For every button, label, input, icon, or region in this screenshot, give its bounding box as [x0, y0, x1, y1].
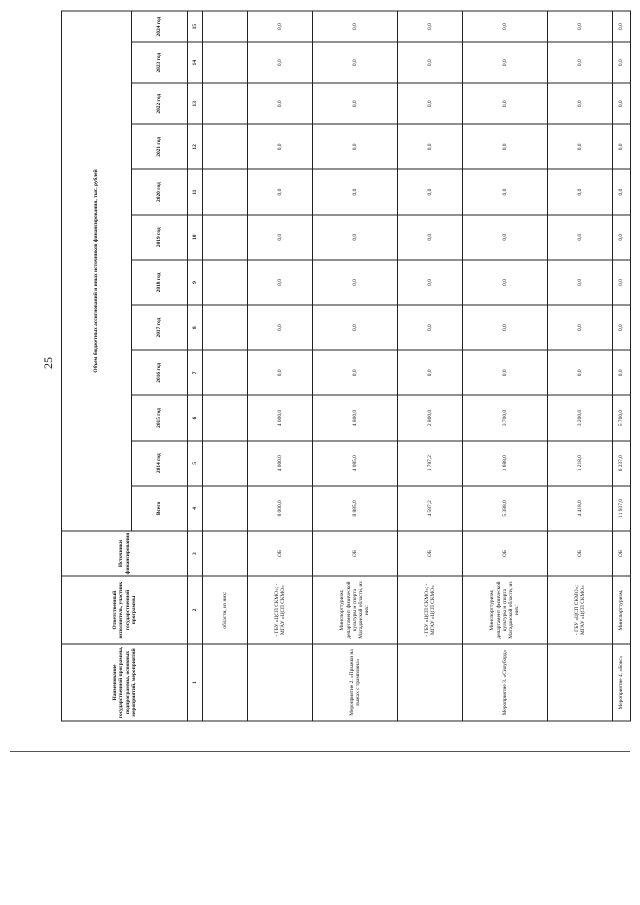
row-year-value: 0,0 [462, 83, 547, 124]
table-row [202, 11, 247, 721]
row-year-value [202, 305, 247, 350]
row-year-value: 0,0 [462, 124, 547, 169]
row-year-value: 0,0 [312, 124, 397, 169]
row-year-value [202, 169, 247, 214]
row-name: Мероприятие 3. «Сноуборд» [462, 643, 547, 720]
row-year-value: 4 000,0 [247, 440, 312, 485]
row-year-value: 0,0 [247, 214, 312, 259]
header-row-1 [61, 11, 131, 721]
row-year-value [202, 124, 247, 169]
row-year-value: 4 085,0 [312, 440, 397, 485]
header-year: 2023 год [131, 42, 187, 83]
row-year-value [202, 83, 247, 124]
row-total: 8 000,0 [247, 485, 312, 530]
row-year-value: 0,0 [612, 305, 630, 350]
row-year-value: 0,0 [247, 169, 312, 214]
header-responsible: Ответственный исполнитель, участник государственной программы [61, 576, 187, 644]
header-year: 2022 год [131, 83, 187, 124]
row-year-value: 0,0 [612, 350, 630, 395]
row-total: 4 418,0 [547, 485, 612, 530]
row-year-value: 0,0 [612, 83, 630, 124]
row-year-value: 0,0 [397, 83, 462, 124]
horizontal-divider [10, 751, 630, 752]
row-source: ОБ [547, 530, 612, 575]
row-year-value: 0,0 [547, 42, 612, 83]
row-name [202, 643, 247, 720]
row-year-value: 0,0 [547, 350, 612, 395]
row-total: 11 937,0 [612, 485, 630, 530]
row-total: 5 388,0 [462, 485, 547, 530]
header-funding-title: Объем бюджетных ассигнований и иных источников финансирования, тыс. рублей [61, 11, 131, 531]
row-responsible: Минспорттуризм, [612, 576, 630, 644]
header-year: 2024 год [131, 11, 187, 42]
column-number: 15 [187, 11, 202, 42]
row-year-value: 0,0 [397, 214, 462, 259]
column-number: 11 [187, 169, 202, 214]
row-year-value: 0,0 [397, 11, 462, 42]
row-name [247, 643, 312, 720]
column-number: 8 [187, 305, 202, 350]
row-year-value: 4 000,0 [247, 395, 312, 440]
row-year-value: 2 800,0 [397, 395, 462, 440]
row-responsible: Минспорттуризм; департамент физической культуры и спорта Магаданской области, из них: [462, 576, 547, 644]
row-responsible: - ГБУ «ЦСП СКМО»; МГАУ «ЦСП СКМО» [547, 576, 612, 644]
row-year-value: 0,0 [312, 305, 397, 350]
row-year-value: 0,0 [247, 11, 312, 42]
row-year-value: 0,0 [547, 11, 612, 42]
header-total: Всего [131, 485, 187, 530]
column-number: 13 [187, 83, 202, 124]
row-source: ОБ [612, 530, 630, 575]
header-source: Источники финансирования [61, 530, 187, 575]
row-year-value [202, 259, 247, 304]
column-number: 6 [187, 395, 202, 440]
row-total: 8 885,0 [312, 485, 397, 530]
row-year-value: 0,0 [397, 259, 462, 304]
header-year: 2018 год [131, 259, 187, 304]
row-year-value: 0,0 [462, 169, 547, 214]
row-year-value [202, 395, 247, 440]
row-year-value: 0,0 [462, 42, 547, 83]
row-year-value [202, 350, 247, 395]
row-year-value: 0,0 [462, 214, 547, 259]
column-number-row [187, 11, 202, 721]
row-year-value: 0,0 [612, 169, 630, 214]
column-number: 3 [187, 530, 202, 575]
row-responsible: - ГБУ «ЦСП СКМО»; - МГАУ «ЦСП СКМО» [247, 576, 312, 644]
header-year: 2019 год [131, 214, 187, 259]
column-number: 2 [187, 576, 202, 644]
table-row [547, 11, 612, 721]
row-year-value: 1 688,0 [462, 440, 547, 485]
column-number: 9 [187, 259, 202, 304]
row-year-value: 1 218,0 [547, 440, 612, 485]
header-year: 2017 год [131, 305, 187, 350]
table-body [202, 11, 630, 721]
row-year-value: 3 200,0 [547, 395, 612, 440]
row-year-value: 0,0 [612, 214, 630, 259]
row-year-value: 0,0 [612, 124, 630, 169]
row-year-value [202, 42, 247, 83]
column-number: 10 [187, 214, 202, 259]
row-year-value: 0,0 [247, 83, 312, 124]
row-year-value [202, 440, 247, 485]
row-year-value: 0,0 [312, 42, 397, 83]
row-year-value: 0,0 [397, 305, 462, 350]
header-year: 2014 год [131, 440, 187, 485]
column-number: 14 [187, 42, 202, 83]
row-year-value: 6 237,0 [612, 440, 630, 485]
column-number: 5 [187, 440, 202, 485]
row-responsible: Минспорттуризм; департамент физической культуры и спорта Магаданской области, из них: [312, 576, 397, 644]
row-year-value: 0,0 [547, 124, 612, 169]
row-responsible: - ГБУ «ЦСП СКМО»; - МГАУ «ЦСП СКМО» [397, 576, 462, 644]
row-source: ОБ [312, 530, 397, 575]
table-row [612, 11, 630, 721]
row-year-value: 5 700,0 [612, 395, 630, 440]
row-year-value: 0,0 [397, 350, 462, 395]
row-year-value: 0,0 [462, 259, 547, 304]
row-source [202, 530, 247, 575]
row-year-value: 1 787,2 [397, 440, 462, 485]
row-year-value: 0,0 [247, 350, 312, 395]
row-year-value: 0,0 [462, 11, 547, 42]
row-year-value: 0,0 [462, 350, 547, 395]
row-year-value: 0,0 [612, 11, 630, 42]
row-name [397, 643, 462, 720]
column-number: 12 [187, 124, 202, 169]
row-source: ОБ [462, 530, 547, 575]
row-year-value: 0,0 [612, 42, 630, 83]
column-number: 7 [187, 350, 202, 395]
row-year-value: 0,0 [547, 305, 612, 350]
row-year-value: 3 700,0 [462, 395, 547, 440]
row-year-value [202, 214, 247, 259]
row-name: Мероприятие 4. «Бокс» [612, 643, 630, 720]
row-year-value: 0,0 [312, 169, 397, 214]
row-name: Мероприятие 2. «Прыжки на лыжах с трамплина» [312, 643, 397, 720]
table-row [462, 11, 547, 721]
column-number: 1 [187, 643, 202, 720]
header-name: Наименование государственной программы, подпрограммы, основных мероприятий, мероприятий [61, 643, 187, 720]
row-year-value: 0,0 [397, 124, 462, 169]
row-year-value [202, 11, 247, 42]
row-year-value: 0,0 [247, 124, 312, 169]
row-year-value: 0,0 [397, 42, 462, 83]
row-year-value: 0,0 [247, 259, 312, 304]
row-year-value: 0,0 [462, 305, 547, 350]
row-year-value: 0,0 [547, 214, 612, 259]
table-row [397, 11, 462, 721]
row-year-value: 0,0 [547, 83, 612, 124]
row-total [202, 485, 247, 530]
column-number: 4 [187, 485, 202, 530]
table-container [61, 10, 630, 721]
header-year: 2016 год [131, 350, 187, 395]
row-year-value: 0,0 [312, 259, 397, 304]
row-source: ОБ [247, 530, 312, 575]
row-year-value: 0,0 [312, 11, 397, 42]
table-row [247, 11, 312, 721]
row-year-value: 0,0 [312, 83, 397, 124]
row-year-value: 0,0 [247, 42, 312, 83]
row-total: 4 587,2 [397, 485, 462, 530]
row-year-value: 0,0 [547, 169, 612, 214]
funding-table [61, 10, 631, 721]
table-row [312, 11, 397, 721]
page-number: 25 [41, 357, 55, 369]
header-year: 2015 год [131, 395, 187, 440]
row-name [547, 643, 612, 720]
row-year-value: 4 800,0 [312, 395, 397, 440]
row-year-value: 0,0 [397, 169, 462, 214]
row-year-value: 0,0 [547, 259, 612, 304]
row-year-value: 0,0 [312, 214, 397, 259]
row-responsible: области, из них: [202, 576, 247, 644]
row-year-value: 0,0 [312, 350, 397, 395]
row-year-value: 0,0 [612, 259, 630, 304]
row-source: ОБ [397, 530, 462, 575]
header-year: 2020 год [131, 169, 187, 214]
row-year-value: 0,0 [247, 305, 312, 350]
header-year: 2021 год [131, 124, 187, 169]
